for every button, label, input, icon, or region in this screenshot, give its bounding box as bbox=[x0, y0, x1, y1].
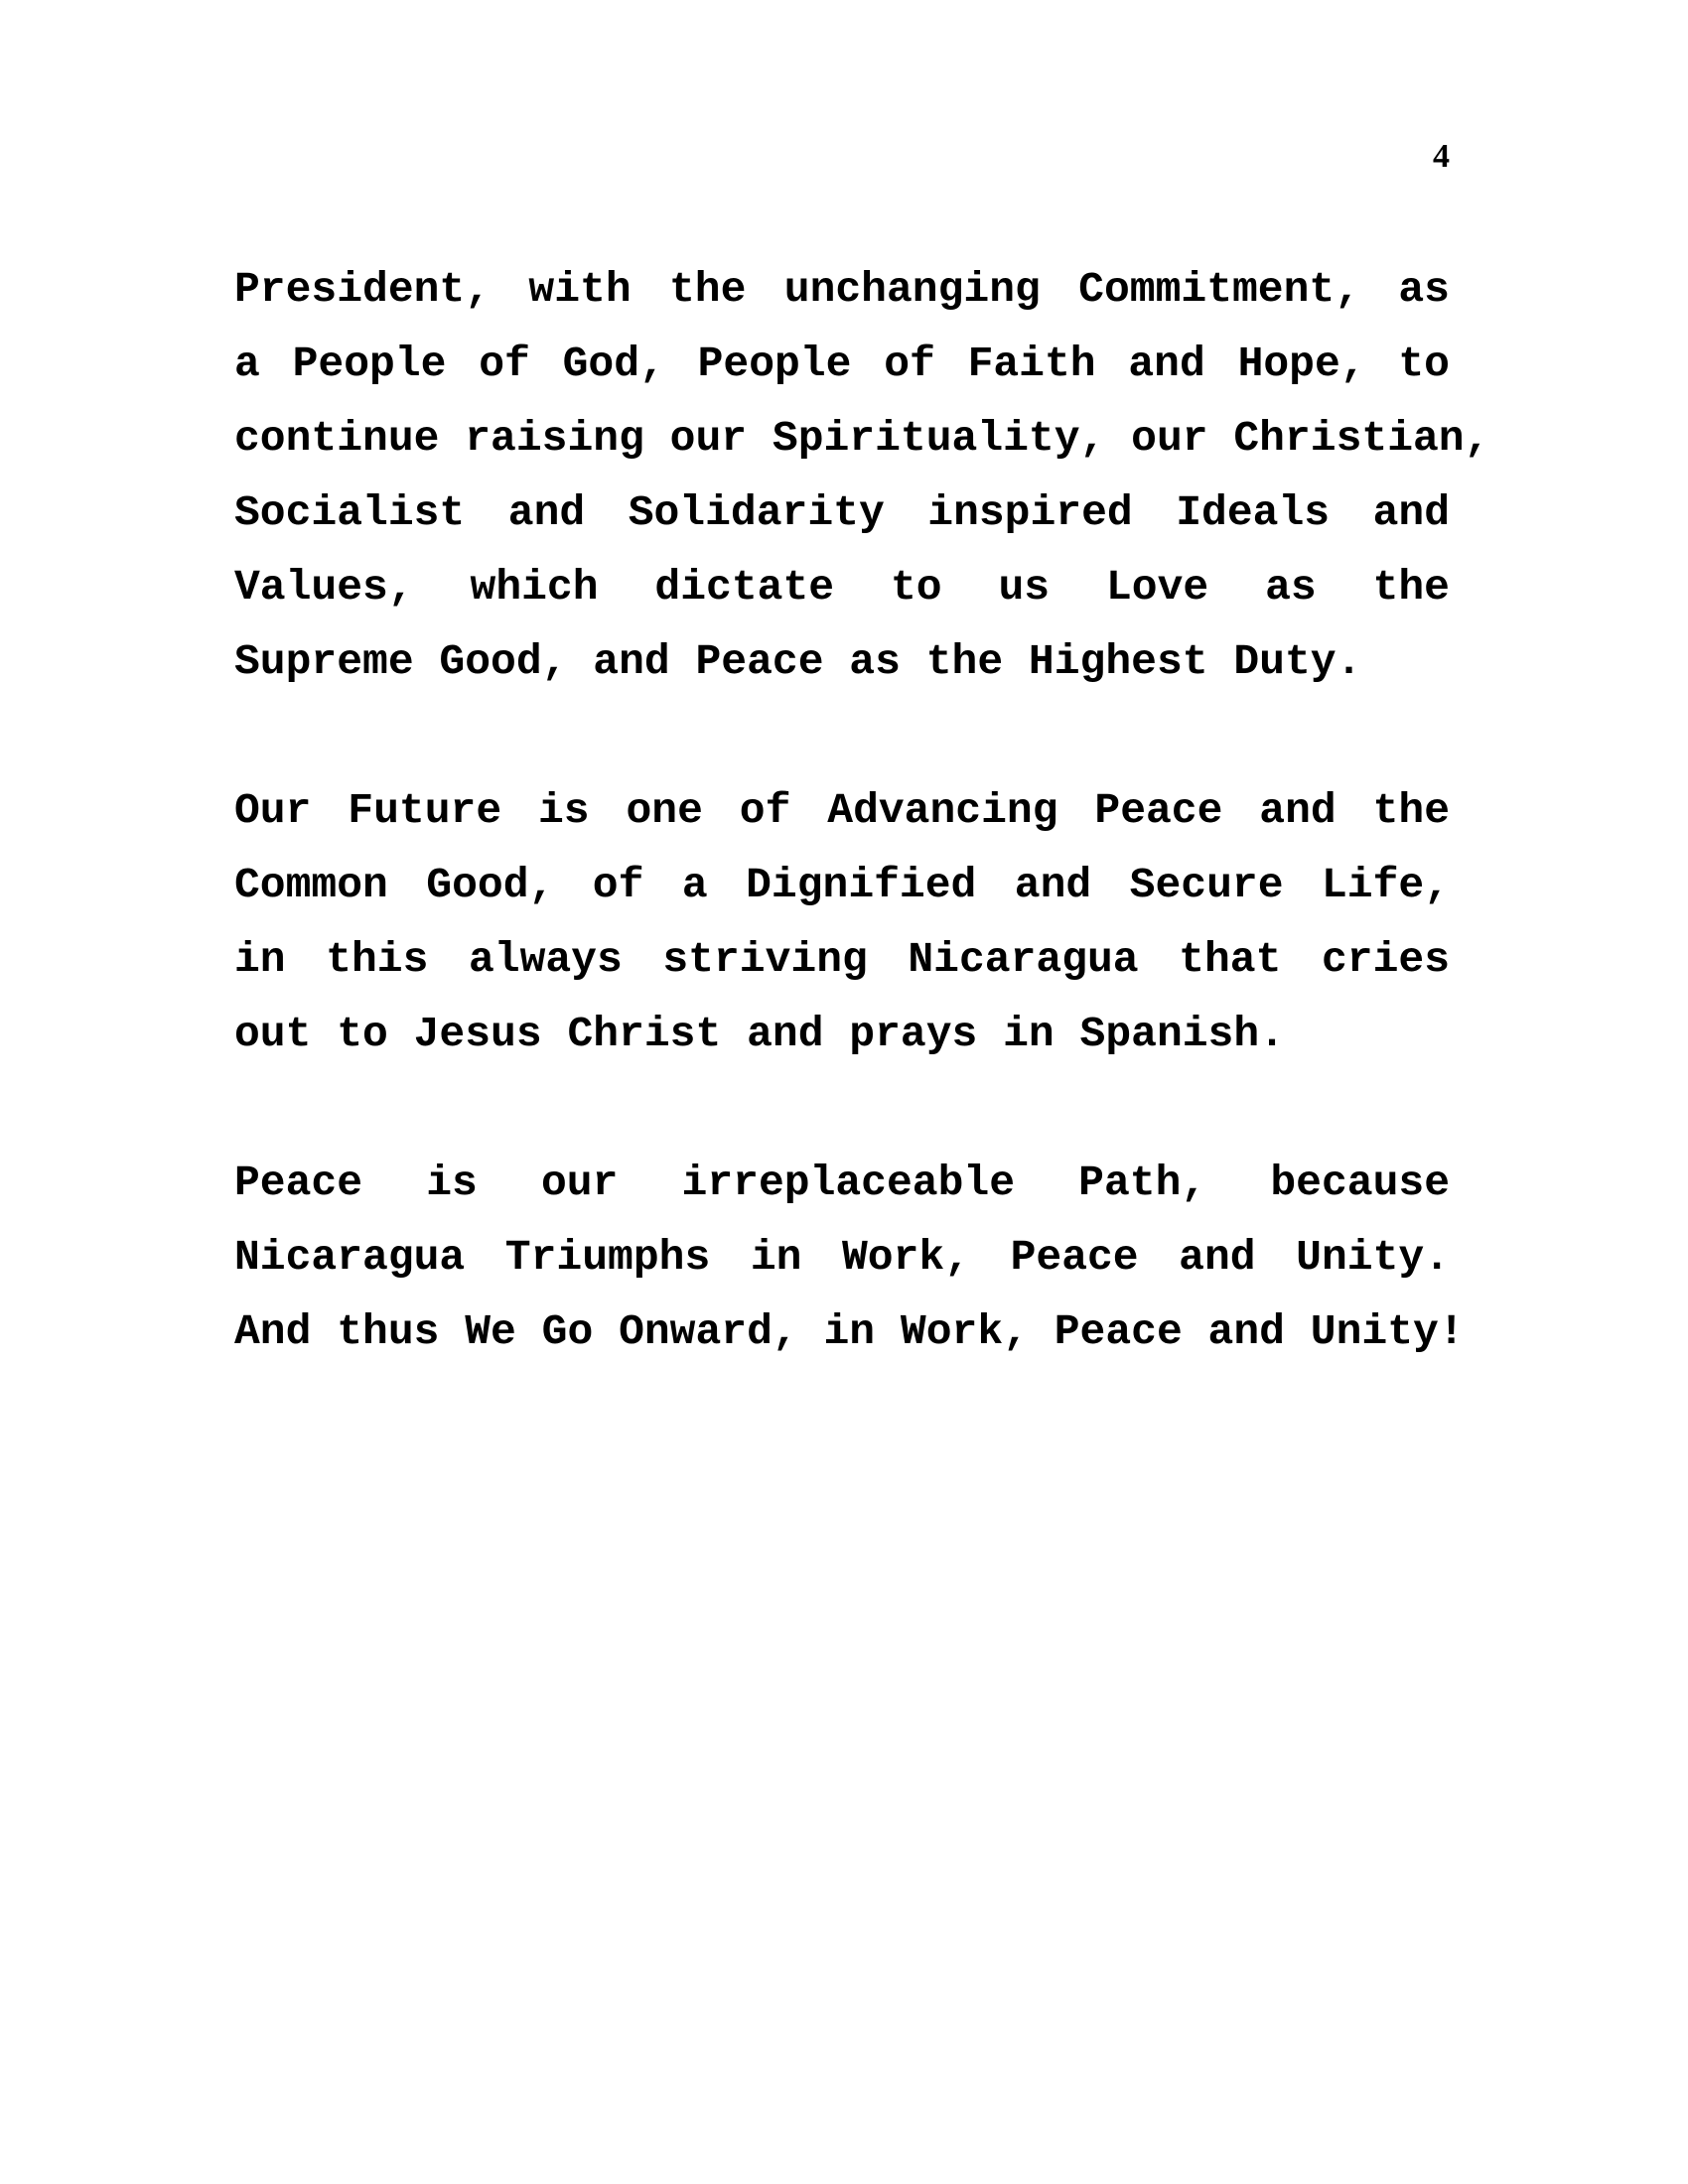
text-line: And thus We Go Onward, in Work, Peace and Unity! bbox=[234, 1307, 1465, 1356]
text-line: Supreme Good, and Peace as the Highest Duty. bbox=[234, 637, 1362, 686]
text-line: Common Good, of a Dignified and Secure Life, bbox=[234, 861, 1450, 909]
text-line: President, with the unchanging Commitment, as bbox=[234, 265, 1450, 314]
text-line: Values, which dictate to us Love as the bbox=[234, 563, 1450, 612]
document-body bbox=[234, 252, 1490, 1443]
text-line: Socialist and Solidarity inspired Ideals and bbox=[234, 488, 1450, 537]
text-line: Our Future is one of Advancing Peace and the bbox=[234, 786, 1450, 835]
text-line: Peace is our irreplaceable Path, because bbox=[234, 1159, 1450, 1207]
paragraph-2 bbox=[234, 773, 1450, 1071]
text-line: continue raising our Spirituality, our Christian, bbox=[234, 414, 1490, 463]
text-line: in this always striving Nicaragua that cries bbox=[234, 935, 1450, 984]
paragraph-3 bbox=[234, 1146, 1465, 1369]
paragraph-1 bbox=[234, 252, 1490, 699]
page-number: 4 bbox=[1433, 138, 1450, 175]
text-line: Nicaragua Triumphs in Work, Peace and Unity. bbox=[234, 1233, 1450, 1282]
text-line: out to Jesus Christ and prays in Spanish. bbox=[234, 1010, 1285, 1058]
text-line: a People of God, People of Faith and Hope, to bbox=[234, 340, 1450, 388]
